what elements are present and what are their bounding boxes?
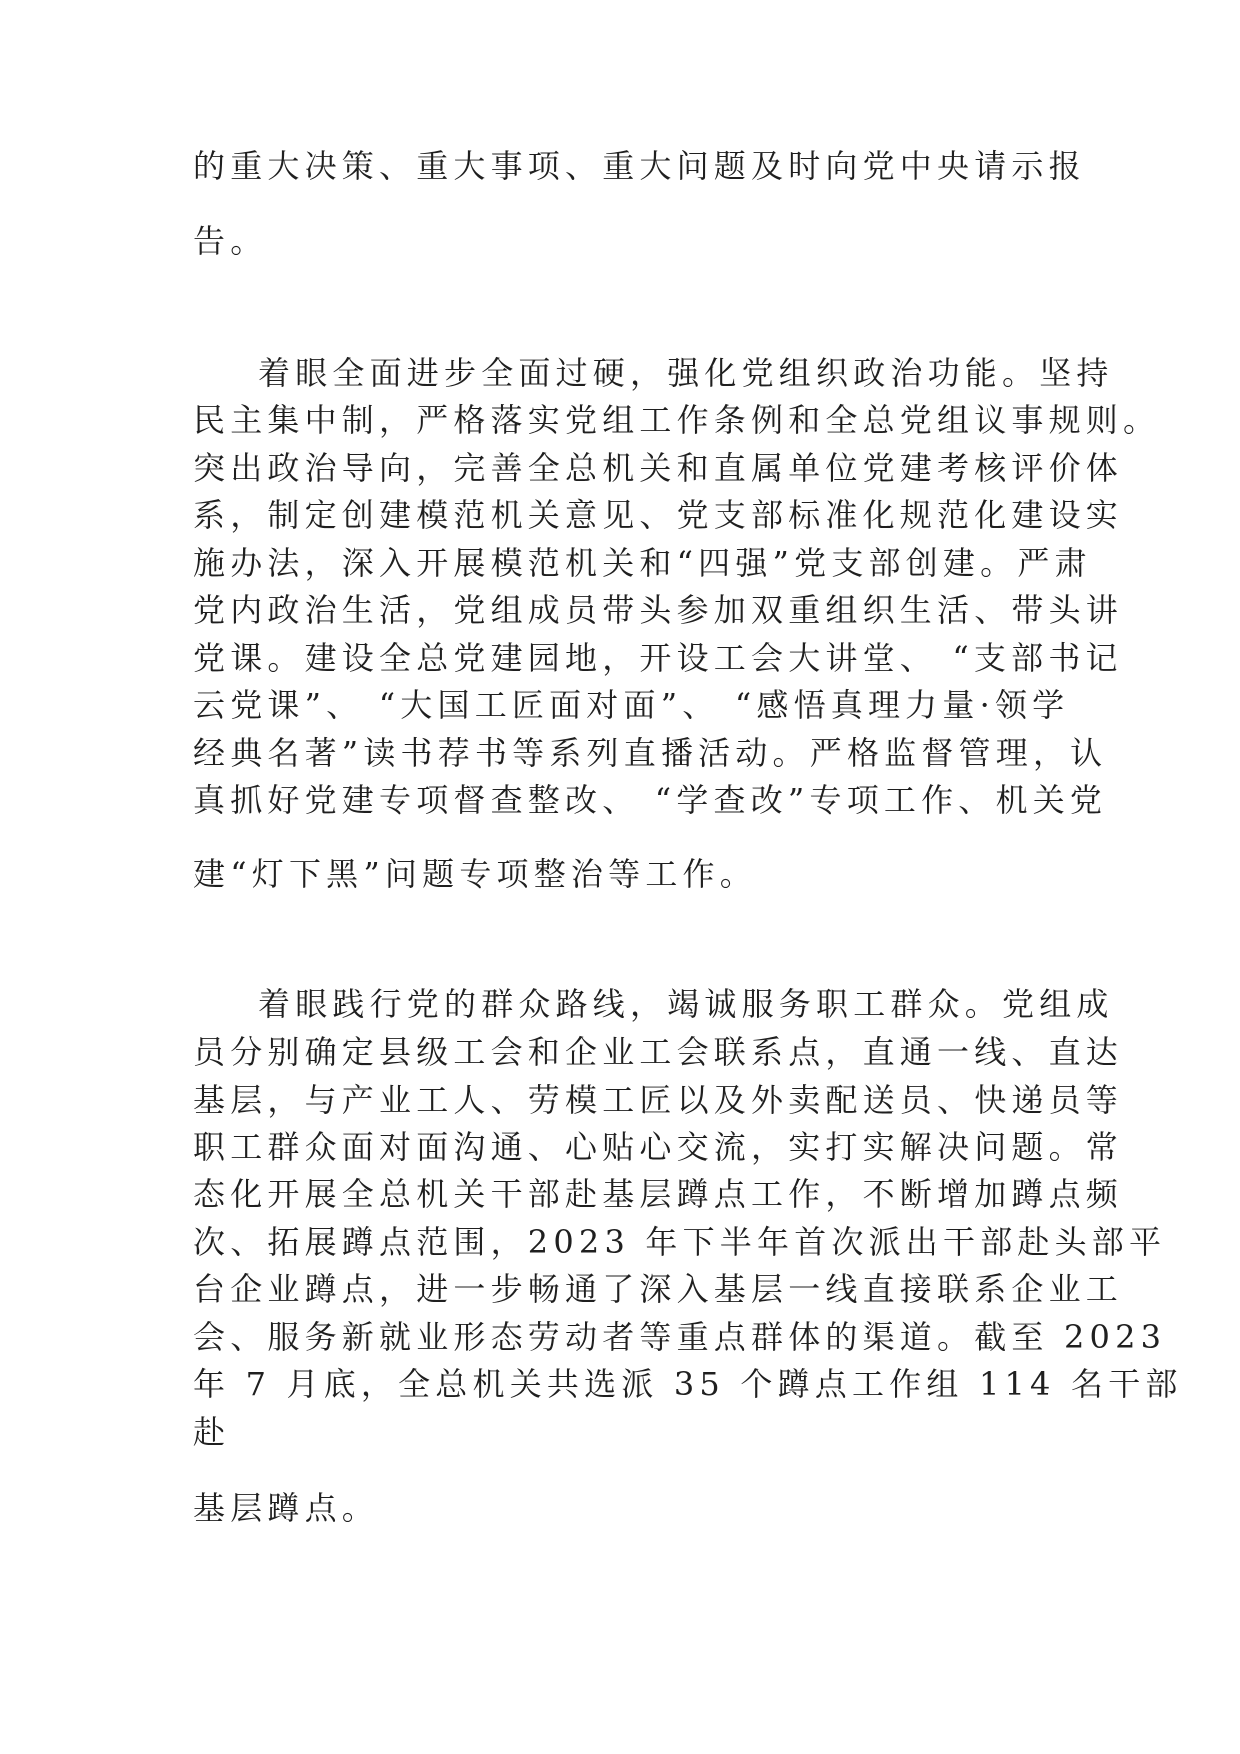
- text-line: 台企业蹲点，进一步畅通了深入基层一线直接联系企业工: [193, 1270, 1124, 1308]
- text-line: 施办法，深入开展模范机关和“四强”党支部创建。严肃: [193, 544, 1092, 582]
- text-line: 态化开展全总机关干部赴基层蹲点工作，不断增加蹲点频: [193, 1175, 1124, 1213]
- text-line: 云党课”、 “大国工匠面对面”、 “感悟真理力量·领学: [193, 686, 1070, 724]
- text-line: 民主集中制，严格落实党组工作条例和全总党组议事规则。: [193, 401, 1161, 439]
- text-line: 党课。建设全总党建园地，开设工会大讲堂、 “支部书记: [193, 639, 1123, 677]
- paragraph-first-line: 着眼践行党的群众路线，竭诚服务职工群众。党组成: [258, 985, 1114, 1023]
- text-line: 系，制定创建模范机关意见、党支部标准化规范化建设实: [193, 496, 1124, 534]
- text-line: 职工群众面对面沟通、心贴心交流，实打实解决问题。常: [193, 1128, 1124, 1166]
- text-line: 会、服务新就业形态劳动者等重点群体的渠道。截至 2023: [193, 1318, 1167, 1356]
- text-line: 的重大决策、重大事项、重大问题及时向党中央请示报: [193, 147, 1086, 185]
- text-line: 突出政治导向，完善全总机关和直属单位党建考核评价体: [193, 449, 1124, 487]
- text-line: 告。: [193, 222, 268, 260]
- text-line: 基层，与产业工人、劳模工匠以及外卖配送员、快递员等: [193, 1081, 1124, 1119]
- text-line: 基层蹲点。: [193, 1489, 380, 1527]
- paragraph-first-line: 着眼全面进步全面过硬，强化党组织政治功能。坚持: [258, 354, 1114, 392]
- text-line: 建“灯下黑”问题专项整治等工作。: [193, 855, 757, 893]
- text-line: 年 7 月底，全总机关共选派 35 个蹲点工作组 114 名干部: [193, 1365, 1183, 1403]
- text-line: 员分别确定县级工会和企业工会联系点，直通一线、直达: [193, 1033, 1124, 1071]
- text-line: 真抓好党建专项督查整改、 “学查改”专项工作、机关党: [193, 781, 1108, 819]
- text-line: 次、拓展蹲点范围，2023 年下半年首次派出干部赴头部平: [193, 1223, 1167, 1261]
- text-line: 赴: [193, 1413, 231, 1451]
- text-line: 党内政治生活，党组成员带头参加双重组织生活、带头讲: [193, 591, 1124, 629]
- text-line: 经典名著”读书荐书等系列直播活动。严格监督管理，认: [193, 734, 1108, 772]
